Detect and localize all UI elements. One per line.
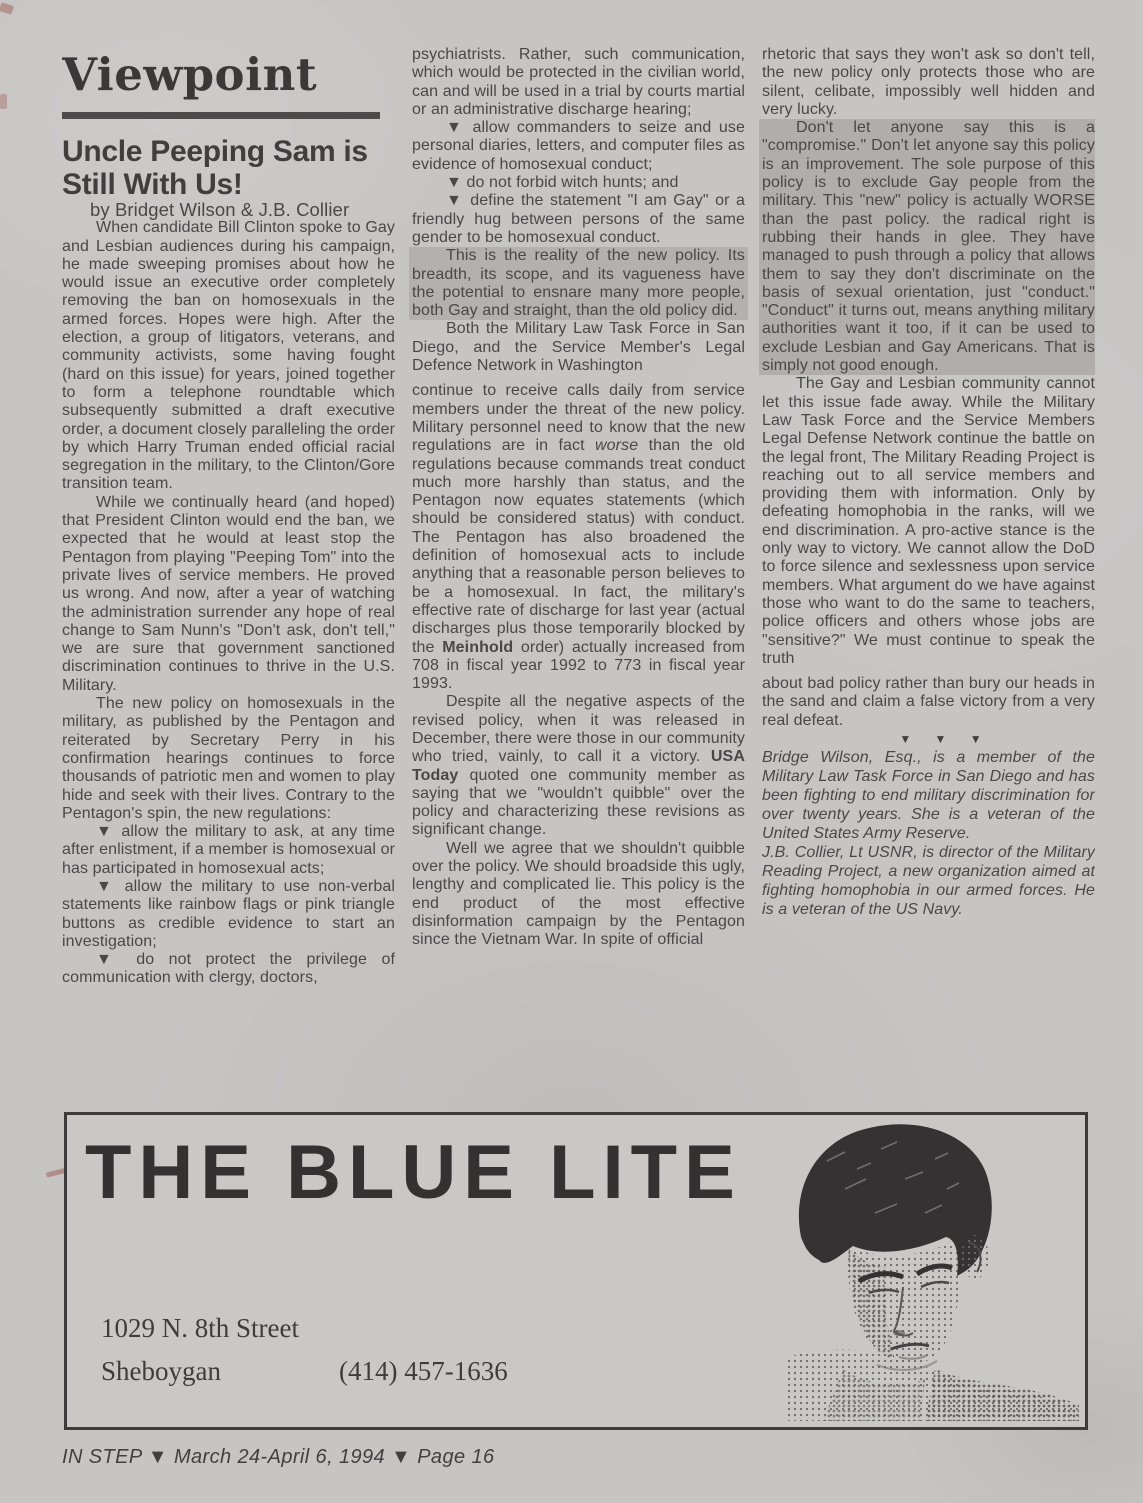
bullet-item: ▼ allow commanders to seize and use personal diaries, letters, and computer files as evidence of homosexual conduct; [412, 119, 745, 173]
body-paragraph: While we continually heard (and hoped) that President Clinton would end the ban, we expected that he would at least stop the Pentagon from playing "Peeping Tom" into the private lives of service members. He proved us wrong. And now, after a year of watching the administration surrender any hope of real change to Sam Nunn's "Don't ask, don't tell," we are sure that government sanctioned discrimination continues to thrive in the U.S. Military. [62, 493, 395, 694]
article-title-line1: Uncle Peeping Sam is [62, 135, 368, 168]
body-paragraph [412, 693, 745, 839]
bold-emphasis: USA Today [412, 748, 745, 784]
body-paragraph: psychiatrists. Rather, such communication, which would be protected in the civilian world, can and will be used in a trial by courts martial or an administrative discharge hearing; [412, 46, 745, 118]
body-paragraph: When candidate Bill Clinton spoke to Gay and Lesbian audiences during his campaign, he made sweeping promises about how he would issue an executive order completely removing the ban on homosexuals in the armed forces. Hopes were high. After the election, a group of litigators, veterans, and community activists, some having fought (hard on this issue) for years, joined together to form a telephone roundtable which subsequently submitted a draft executive order, a document closely paralleling the order by which Harry Truman ended official racial segregation in the military, to the Clinton/Gore transition team. [62, 219, 395, 493]
ad-phone: (414) 457-1636 [338, 1356, 508, 1386]
highlighted-paragraph: This is the reality of the new policy. Its breadth, its scope, and its vagueness have the potential to ensnare many more people, both Gay and straight, than the old policy did. [412, 247, 745, 320]
body-paragraph: Well we agree that we shouldn't quibble over the policy. We should broadside this ugly, lengthy and complicated lie. This policy is the end product of the most effective disinformation campaign by the Pentagon since the Vietnam War. In spite of official [412, 839, 745, 949]
author-bio: Bridge Wilson, Esq., is a member of the Military Law Task Force in San Diego and has been fighting to end military discrimination for over twenty years. She is a veteran of the United States Army Reserve. [762, 749, 1095, 843]
author-bio: J.B. Collier, Lt USNR, is director of the Military Reading Project, a new organization aimed at fighting homophobia in our armed forces. He is a veteran of the US Navy. [762, 844, 1095, 919]
body-paragraph: The Gay and Lesbian community cannot let this issue fade away. While the Military Law Task Force and the Service Members Legal Defense Network continue the battle on the legal front, The Military Reading Project is reaching out to all service members and providing them with information. Only by defeating homophobia in the ranks, will we end discrimination. A pro-active stance is the only way to victory. We cannot allow the DoD to force silence and sexlessness upon service members. What argument do we have against those who want to do the same to teachers, police officers and others whose jobs are "sensitive?" We must continue to speak the truth [762, 375, 1095, 667]
man-looking-down-drawing [787, 1119, 1079, 1421]
ad-city: Sheboygan [101, 1356, 221, 1386]
column-2 [412, 46, 745, 1104]
ink-bleed-through [1098, 1150, 1138, 1420]
column-1 [62, 46, 395, 1104]
italic-emphasis: worse [595, 437, 639, 455]
body-paragraph: about bad policy rather than bury our heads in the sand and claim a false victory from a very real defeat. [762, 675, 1095, 729]
article-columns [62, 46, 1095, 1104]
body-paragraph: The new policy on homosexuals in the military, as published by the Pentagon and reiterated by Secretary Perry in his confirmation hearings continues to force thousands of patriotic men and women to play hide and seek with their lives. Contrary to the Pentagon's spin, the new regulations: [62, 695, 395, 822]
article-title-line2: Still With Us! [62, 168, 243, 201]
column-3 [762, 46, 1095, 1104]
ad-address [101, 1313, 508, 1387]
red-ink-smudge [0, 94, 7, 109]
bullet-item: ▼ define the statement "I am Gay" or a friendly hug between persons of the same gender to be homosexual conduct. [412, 192, 745, 246]
bullet-item: ▼ do not forbid witch hunts; and [446, 174, 679, 192]
paragraph-text: Despite all the negative aspects of the revised policy, when it was released in December, there were those in our community who tried, vainly, to call it a victory. [412, 693, 745, 766]
paragraph-text: order) actually increased from 708 in fiscal year 1992 to 773 in fiscal year 1993. [412, 638, 745, 693]
page-footer: IN STEP ▼ March 24-April 6, 1994 ▼ Page 16 [62, 1446, 495, 1468]
body-paragraph [412, 382, 745, 693]
bullet-item: ▼ allow the military to use non-verbal statements like rainbow flags or pink triangle buttons as credible evidence to start an investigation; [62, 877, 395, 950]
masthead-rule [62, 112, 380, 119]
highlighted-paragraph: Don't let anyone say this is a "compromise." Don't let anyone say this policy is an improvement. The sole purpose of this policy is to exclude Gay people from the military. This "new" policy is actually WORSE than the past policy. the radical right is rubbing their hands in glee. They have managed to push through a policy that allows them to say they don't discriminate on the basis of sexual orientation, just "conduct." "Conduct" it turns out, means anything military authorities want it too, if it can be used to exclude Lesbian and Gay Americans. That is simply not good enough. [762, 119, 1095, 375]
paragraph-text: continue to receive calls daily from service members under the threat of the new policy. Military personnel need to know that the new regulations are in fact [412, 382, 745, 455]
man-illustration [787, 1119, 1079, 1421]
ad-title: THE BLUE LITE [85, 1130, 742, 1215]
triangle-separator: ▼ ▼ ▼ [899, 731, 992, 746]
body-paragraph: rhetoric that says they won't ask so don't tell, the new policy only protects those who are silent, celibate, impossibly well hidden and very lucky. [762, 46, 1095, 118]
byline: by Bridget Wilson & J.B. Collier [90, 199, 350, 220]
bullet-item: ▼ do not protect the privilege of communication with clergy, doctors, [62, 951, 395, 987]
ad-street: 1029 N. 8th Street [101, 1313, 299, 1343]
bullet-item: ▼ allow the military to ask, at any time after enlistment, if a member is homosexual or has participated in homosexual acts; [62, 823, 395, 877]
paragraph-text: than the old regulations because commands treat conduct much more harshly than status, and the Pentagon now equates statements (which should be considered status) with conduct. The Pentagon has also broadened the definition of homosexual acts to include anything that a reasonable person believes to be a homosexual. In fact, the military's effective rate of discharge for last year (actual discharges plus those temporarily blocked by the [412, 437, 745, 656]
paragraph-text: quoted one community member as saying that we "wouldn't quibble" over the policy and characterizing these revisions as significant change. [412, 766, 745, 839]
body-paragraph: Both the Military Law Task Force in San Diego, and the Service Member's Legal Defence Network in Washington [412, 320, 745, 375]
article-title [62, 135, 395, 201]
bold-emphasis: Meinhold [442, 638, 514, 656]
ad-city-phone [101, 1356, 508, 1387]
section-title: Viewpoint [62, 48, 318, 101]
blue-lite-ad [64, 1112, 1088, 1430]
red-ink-smudge [0, 2, 14, 15]
